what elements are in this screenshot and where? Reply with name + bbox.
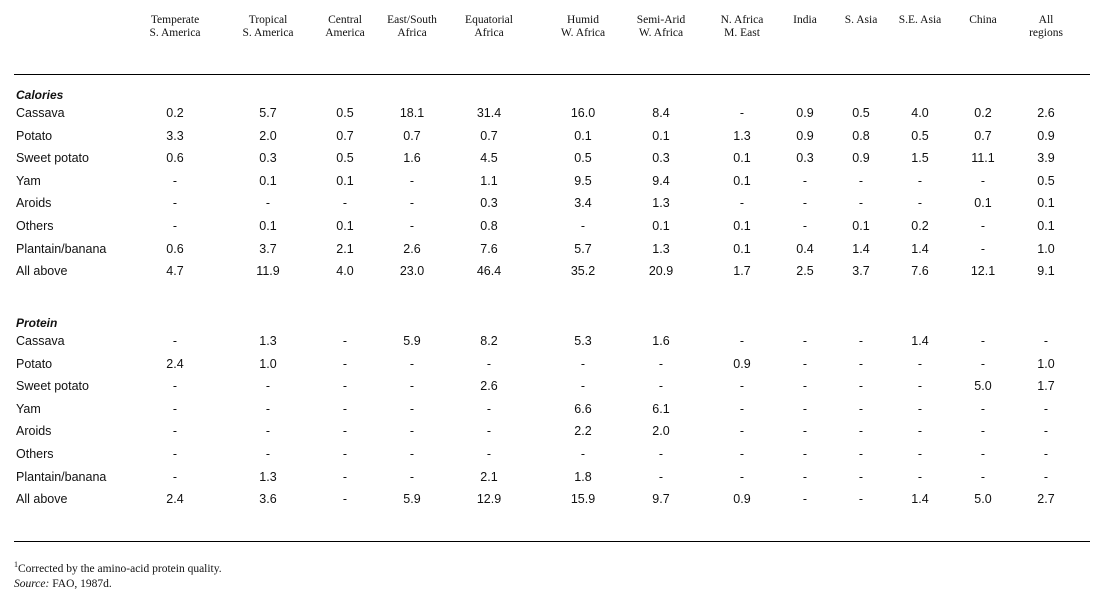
table-cell: - — [917, 447, 923, 461]
table-cell: 6.1 — [652, 401, 670, 416]
table-cell: - — [917, 424, 923, 439]
table-cell: - — [739, 424, 745, 439]
table-row — [0, 196, 1096, 218]
table-cell: 2.2 — [574, 424, 592, 439]
table-cell: 1.6 — [652, 334, 670, 348]
table-cell: 1.0 — [1037, 356, 1055, 371]
column-header-line1: Humid — [567, 14, 599, 26]
section-title: Calories — [16, 88, 64, 102]
table-cell: - — [342, 469, 348, 484]
table-cell: 7.6 — [911, 264, 929, 279]
table-cell: 0.3 — [796, 151, 814, 166]
table-cell: 0.7 — [336, 128, 354, 143]
table-cell: - — [980, 173, 986, 188]
table-cell: - — [342, 447, 348, 461]
row-label: Yam — [16, 401, 41, 416]
table-cell: 0.1 — [652, 219, 670, 233]
row-label: All above — [16, 264, 68, 279]
table-cell: - — [858, 173, 864, 188]
table-cell: - — [172, 469, 178, 484]
table-cell: - — [802, 447, 808, 461]
table-cell: 0.8 — [852, 128, 870, 143]
table-cell: - — [980, 401, 986, 416]
table-cell: 9.1 — [1037, 264, 1055, 279]
table-cell: - — [980, 447, 986, 461]
table-cell: 1.8 — [574, 469, 592, 484]
table-row — [0, 129, 1096, 151]
table-cell: - — [658, 356, 664, 371]
table-cell: - — [409, 401, 415, 416]
table-cell: 12.9 — [476, 492, 502, 507]
table-cell: - — [409, 379, 415, 394]
table-cell: 0.2 — [166, 106, 184, 120]
table-cell: - — [858, 447, 864, 461]
table-cell: 3.6 — [259, 492, 277, 507]
row-label: Potato — [16, 128, 53, 143]
row-label: Cassava — [16, 334, 65, 348]
table-cell: - — [172, 379, 178, 394]
row-label: All above — [16, 492, 68, 507]
table-cell: 0.5 — [336, 151, 354, 166]
table-cell: 4.0 — [336, 264, 354, 279]
table-cell: 0.3 — [480, 196, 498, 211]
table-cell: - — [580, 447, 586, 461]
table-cell: 0.1 — [733, 151, 751, 166]
table-cell: - — [917, 356, 923, 371]
table-cell: - — [917, 401, 923, 416]
table-cell: - — [658, 469, 664, 484]
table-cell: - — [342, 401, 348, 416]
table-cell: 1.1 — [480, 173, 498, 188]
table-cell: 2.0 — [259, 128, 277, 143]
table-cell: - — [409, 196, 415, 211]
table-cell: 35.2 — [570, 264, 596, 279]
table-cell: 1.3 — [652, 241, 670, 256]
table-cell: 0.5 — [852, 106, 870, 120]
table-cell: 0.5 — [1037, 173, 1055, 188]
table-cell: - — [409, 356, 415, 371]
table-cell: 1.4 — [911, 241, 929, 256]
table-cell: - — [486, 401, 492, 416]
table-cell: 5.7 — [259, 106, 277, 120]
table-cell: 0.1 — [974, 196, 992, 211]
table-cell: - — [172, 334, 178, 348]
table-cell: 2.5 — [796, 264, 814, 279]
table-cell: 3.4 — [574, 196, 592, 211]
table-cell: 1.3 — [733, 128, 751, 143]
column-header-line2: S. America — [242, 27, 294, 39]
column-header-line1: S. Asia — [844, 14, 878, 26]
table-cell: - — [172, 173, 178, 188]
table-cell: - — [739, 469, 745, 484]
table-cell: - — [980, 219, 986, 233]
column-header-line1: Equatorial — [465, 14, 513, 26]
table-cell: 0.1 — [336, 173, 354, 188]
table-cell: 4.7 — [166, 264, 184, 279]
table-row — [0, 379, 1096, 401]
table-cell: - — [858, 492, 864, 507]
table-cell: 2.6 — [1037, 106, 1055, 120]
table-cell: - — [802, 219, 808, 233]
table-cell: 5.0 — [974, 379, 992, 394]
table-cell: 5.7 — [574, 241, 592, 256]
table-cell: - — [980, 424, 986, 439]
table-cell: 0.1 — [1037, 196, 1055, 211]
table-row — [0, 402, 1096, 424]
table-cell: 0.9 — [796, 128, 814, 143]
table-cell: - — [802, 334, 808, 348]
row-label: Sweet potato — [16, 379, 89, 394]
table-cell: 9.5 — [574, 173, 592, 188]
row-label: Potato — [16, 356, 53, 371]
row-label: Cassava — [16, 106, 65, 120]
table-cell: 0.9 — [796, 106, 814, 120]
table-cell: - — [739, 447, 745, 461]
table-cell: - — [409, 173, 415, 188]
table-cell: - — [265, 401, 271, 416]
table-cell: 0.1 — [1037, 219, 1055, 233]
table-cell: 0.1 — [733, 219, 751, 233]
table-cell: 4.5 — [480, 151, 498, 166]
table-cell: - — [858, 401, 864, 416]
row-label: Sweet potato — [16, 151, 89, 166]
table-cell: - — [172, 219, 178, 233]
table-cell: 46.4 — [476, 264, 502, 279]
row-label: Others — [16, 219, 54, 233]
table-cell: 4.0 — [911, 106, 929, 120]
table-cell: 1.3 — [652, 196, 670, 211]
column-header — [1001, 14, 1091, 40]
table-cell: - — [980, 334, 986, 348]
table-cell: 0.4 — [796, 241, 814, 256]
table-cell: - — [917, 379, 923, 394]
table-cell: - — [739, 106, 745, 120]
column-header-line2: regions — [1029, 27, 1063, 39]
top-rule — [14, 74, 1090, 75]
section-title: Protein — [16, 316, 58, 330]
table-cell: 31.4 — [476, 106, 502, 120]
table-cell: 2.4 — [166, 356, 184, 371]
table-cell: 0.9 — [1037, 128, 1055, 143]
table-cell: 1.0 — [259, 356, 277, 371]
table-cell: - — [342, 334, 348, 348]
table-cell: 1.6 — [403, 151, 421, 166]
table-cell: 7.6 — [480, 241, 498, 256]
table-cell: 0.6 — [166, 151, 184, 166]
table-cell: 0.1 — [652, 128, 670, 143]
table-cell: - — [739, 196, 745, 211]
table-cell: - — [658, 447, 664, 461]
column-header-line1: All — [1038, 14, 1054, 26]
column-header-line2: M. East — [724, 27, 760, 39]
table-cell: - — [342, 492, 348, 507]
table-cell: - — [858, 196, 864, 211]
column-header — [616, 14, 706, 40]
table-cell: 1.0 — [1037, 241, 1055, 256]
table-cell: 2.4 — [166, 492, 184, 507]
table-cell: 23.0 — [399, 264, 425, 279]
table-cell: - — [265, 424, 271, 439]
table-cell: - — [265, 196, 271, 211]
table-cell: - — [342, 196, 348, 211]
column-header — [444, 14, 534, 40]
column-header-line1: China — [969, 14, 997, 26]
table-row — [0, 151, 1096, 173]
table-cell: - — [739, 401, 745, 416]
table-cell: 1.5 — [911, 151, 929, 166]
table-row — [0, 174, 1096, 196]
table-cell: 0.3 — [259, 151, 277, 166]
source-note — [14, 578, 112, 590]
table-cell: - — [486, 356, 492, 371]
table-cell: - — [980, 469, 986, 484]
table-cell: - — [739, 334, 745, 348]
table-cell: - — [265, 379, 271, 394]
table-cell: - — [342, 379, 348, 394]
table-cell: 16.0 — [570, 106, 596, 120]
footnote — [14, 560, 222, 575]
table-row — [0, 106, 1096, 128]
table-cell: 0.1 — [574, 128, 592, 143]
table-cell: - — [342, 424, 348, 439]
column-header — [130, 14, 220, 40]
footnote-marker: 1 — [14, 560, 18, 570]
table-cell: 8.2 — [480, 334, 498, 348]
table-row — [0, 447, 1096, 469]
row-label: Yam — [16, 173, 41, 188]
table-cell: 2.1 — [480, 469, 498, 484]
table-cell: 20.9 — [648, 264, 674, 279]
table-cell: 1.4 — [911, 492, 929, 507]
bottom-rule — [14, 541, 1090, 542]
footnote-text: Corrected by the amino-acid protein quality. — [18, 563, 222, 575]
table-cell: - — [739, 379, 745, 394]
table-cell: 1.7 — [1037, 379, 1055, 394]
table-row — [0, 219, 1096, 241]
table-cell: 0.1 — [733, 173, 751, 188]
table-cell: - — [409, 469, 415, 484]
table-cell: - — [172, 447, 178, 461]
table-cell: 0.6 — [166, 241, 184, 256]
table-cell: - — [409, 219, 415, 233]
table-cell: - — [1043, 334, 1049, 348]
table-cell: 5.0 — [974, 492, 992, 507]
table-cell: 0.7 — [974, 128, 992, 143]
table-row — [0, 334, 1096, 356]
table-cell: 3.7 — [259, 241, 277, 256]
table-row — [0, 242, 1096, 264]
column-header-line2: W. Africa — [560, 27, 606, 39]
table-cell: - — [802, 196, 808, 211]
table-cell: - — [802, 173, 808, 188]
table-cell: 0.9 — [852, 151, 870, 166]
table-cell: - — [1043, 447, 1049, 461]
table-cell: 0.1 — [259, 219, 277, 233]
table-cell: 11.1 — [971, 151, 995, 166]
column-header-line2: Africa — [397, 27, 427, 39]
column-header-line1: India — [793, 14, 817, 26]
row-label: Plantain/banana — [16, 241, 107, 256]
table-cell: - — [172, 424, 178, 439]
column-header-line2: America — [325, 27, 365, 39]
table-cell: 1.3 — [259, 334, 277, 348]
table-cell: - — [802, 401, 808, 416]
table-cell: - — [265, 447, 271, 461]
table-cell: 18.1 — [399, 106, 425, 120]
table-cell: 0.7 — [480, 128, 498, 143]
table-cell: - — [980, 356, 986, 371]
table-cell: - — [658, 379, 664, 394]
table-cell: 1.4 — [852, 241, 870, 256]
table-cell: 3.7 — [852, 264, 870, 279]
column-header-line2: S. America — [149, 27, 201, 39]
table-row — [0, 492, 1096, 514]
column-header-line2: Africa — [474, 27, 504, 39]
row-label: Aroids — [16, 196, 52, 211]
table-row — [0, 264, 1096, 286]
column-header-line2: W. Africa — [638, 27, 684, 39]
table-cell: - — [172, 401, 178, 416]
column-header-line1: Tropical — [248, 14, 288, 26]
table-cell: - — [486, 424, 492, 439]
table-cell: 6.6 — [574, 401, 592, 416]
table-cell: - — [802, 492, 808, 507]
table-cell: - — [1043, 424, 1049, 439]
table-cell: 0.1 — [852, 219, 870, 233]
table-cell: - — [580, 356, 586, 371]
table-cell: - — [980, 241, 986, 256]
table-cell: - — [858, 334, 864, 348]
table-cell: 8.4 — [652, 106, 670, 120]
table-cell: 0.9 — [733, 492, 751, 507]
table-cell: 2.6 — [480, 379, 498, 394]
table-cell: 3.9 — [1037, 151, 1055, 166]
table-cell: - — [858, 356, 864, 371]
table-cell: 1.4 — [911, 334, 929, 348]
table-cell: - — [858, 379, 864, 394]
table-cell: 0.1 — [336, 219, 354, 233]
table-cell: 5.9 — [403, 334, 421, 348]
table-cell: 1.7 — [733, 264, 751, 279]
table-cell: - — [802, 424, 808, 439]
table-cell: - — [802, 379, 808, 394]
table-cell: 0.5 — [911, 128, 929, 143]
table-cell: 9.7 — [652, 492, 670, 507]
table-cell: - — [858, 469, 864, 484]
table-cell: 2.6 — [403, 241, 421, 256]
table-cell: - — [1043, 401, 1049, 416]
table-cell: 5.9 — [403, 492, 421, 507]
table-cell: - — [858, 424, 864, 439]
table-cell: 1.3 — [259, 469, 277, 484]
table-cell: 0.3 — [652, 151, 670, 166]
table-cell: 2.7 — [1037, 492, 1055, 507]
table-cell: - — [917, 196, 923, 211]
column-header-line1: Temperate — [150, 14, 200, 26]
row-label: Aroids — [16, 424, 52, 439]
table-cell: - — [580, 379, 586, 394]
column-header — [538, 14, 628, 40]
column-header-line1: East/South — [387, 14, 437, 26]
table-cell: 12.1 — [970, 264, 996, 279]
table-cell: 0.7 — [403, 128, 421, 143]
table-cell: - — [802, 469, 808, 484]
table-cell: 3.3 — [166, 128, 184, 143]
table-cell: 0.5 — [336, 106, 354, 120]
column-header-line1: S.E. Asia — [898, 14, 942, 26]
table-cell: - — [917, 173, 923, 188]
table-cell: - — [409, 447, 415, 461]
table-cell: 2.1 — [336, 241, 354, 256]
table-cell: - — [172, 196, 178, 211]
table-cell: - — [342, 356, 348, 371]
source-label: Source: — [14, 578, 50, 590]
table-cell: 0.1 — [259, 173, 277, 188]
row-label: Plantain/banana — [16, 469, 107, 484]
column-header-line1: Central — [328, 14, 362, 26]
table-cell: 0.8 — [480, 219, 498, 233]
table-cell: - — [409, 424, 415, 439]
table-cell: 0.2 — [974, 106, 992, 120]
table-cell: 5.3 — [574, 334, 592, 348]
table-cell: - — [1043, 469, 1049, 484]
table-cell: 0.2 — [911, 219, 929, 233]
table-cell: 9.4 — [652, 173, 670, 188]
table-cell: - — [486, 447, 492, 461]
table-cell: - — [580, 219, 586, 233]
table-cell: 0.9 — [733, 356, 751, 371]
table-row — [0, 424, 1096, 446]
table-cell: 0.5 — [574, 151, 592, 166]
column-header-line1: N. Africa — [720, 14, 764, 26]
table-cell: - — [802, 356, 808, 371]
table-cell: - — [917, 469, 923, 484]
table-cell: 11.9 — [256, 264, 280, 279]
source-text: FAO, 1987d. — [49, 578, 112, 590]
table-cell: 2.0 — [652, 424, 670, 439]
table-row — [0, 470, 1096, 492]
row-label: Others — [16, 447, 54, 461]
table-cell: 15.9 — [570, 492, 596, 507]
table-row — [0, 357, 1096, 379]
column-header-line1: Semi-Arid — [636, 14, 686, 26]
table-cell: 0.1 — [733, 241, 751, 256]
